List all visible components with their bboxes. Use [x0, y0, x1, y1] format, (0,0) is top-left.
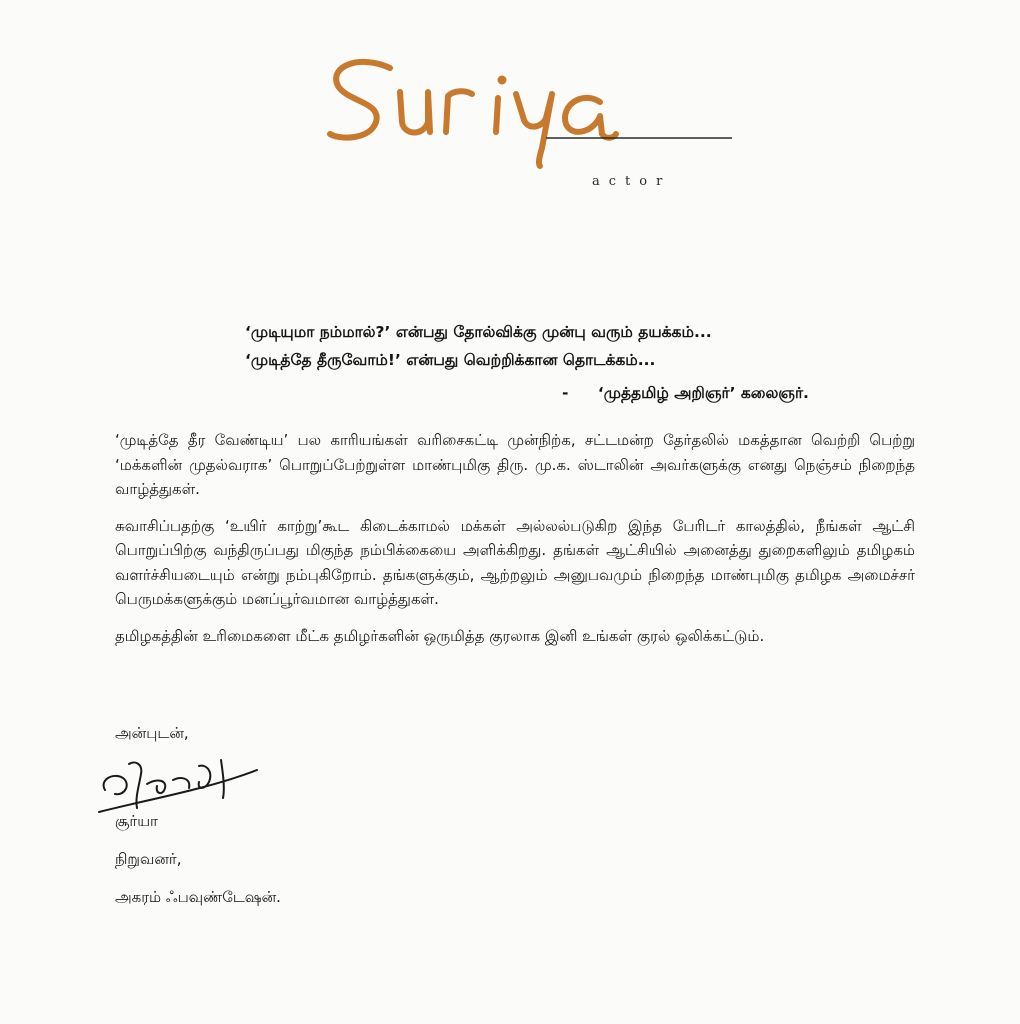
quote-line-1: ‘முடியுமா நம்மால்?’ என்பது தோல்விக்கு முன்பு வரும் தயக்கம்... — [245, 323, 712, 341]
closing-salutation: அன்புடன், — [115, 724, 189, 742]
body-paragraph-3: தமிழகத்தின் உரிமைகளை மீட்க தமிழர்களின் ஒருமித்த குரலாக இனி உங்கள் குரல் ஒலிக்கட்டும். — [115, 626, 765, 645]
letterhead — [320, 40, 740, 189]
signatory-role: நிறுவனர், — [115, 850, 182, 868]
body-paragraph-2: சுவாசிப்பதற்கு ‘உயிர் காற்று’கூட கிடைக்காமல் மக்கள் அல்லல்படுகிற இந்த பேரிடர் காலத்தில், நீங்கள் ஆட்சி பொறுப்பிற்கு வந்திருப்பது மிகுந்த நம்பிக்கையை அளிக்கிறது. தங்கள் ஆட்சியில் அனைத்து துறைகளிலும் தமிழகம் வளர்ச்சியடையும் என்று நம்புகிறோம். தங்களுக்கும், ஆற்றலும் அனுபவமும் நிறைந்த மாண்புமிகு தமிழக அமைச்சர் பெருமக்களுக்கும் மனப்பூர்வமான வாழ்த்துகள். — [115, 516, 915, 608]
quote-line-2: ‘முடித்தே தீருவோம்!’ என்பது வெற்றிக்கான தொடக்கம்... — [245, 351, 656, 369]
quote-block — [245, 318, 905, 374]
suriya-logo — [320, 40, 740, 170]
attribution-text: ‘முத்தமிழ் அறிஞர்’ கலைஞர். — [597, 384, 809, 402]
letterhead-tagline: actor — [592, 174, 672, 189]
attribution-dash: - — [562, 384, 569, 402]
letter-body — [115, 428, 915, 660]
signatory-name: சூர்யா — [115, 812, 158, 830]
signatory-organization: அகரம் ஃபவுண்டேஷன். — [115, 888, 281, 906]
body-paragraph-1: ‘முடித்தே தீர வேண்டிய’ பல காரியங்கள் வரிசைகட்டி முன்நிற்க, சட்டமன்ற தேர்தலில் மகத்தான வெற்றி பெற்று ‘மக்களின் முதல்வராக’ பொறுப்பேற்றுள்ள மாண்புமிகு திரு. மு.க. ஸ்டாலின் அவர்களுக்கு எனது நெஞ்சம் நிறைந்த வாழ்த்துகள். — [115, 431, 915, 498]
quote-attribution — [562, 384, 809, 404]
